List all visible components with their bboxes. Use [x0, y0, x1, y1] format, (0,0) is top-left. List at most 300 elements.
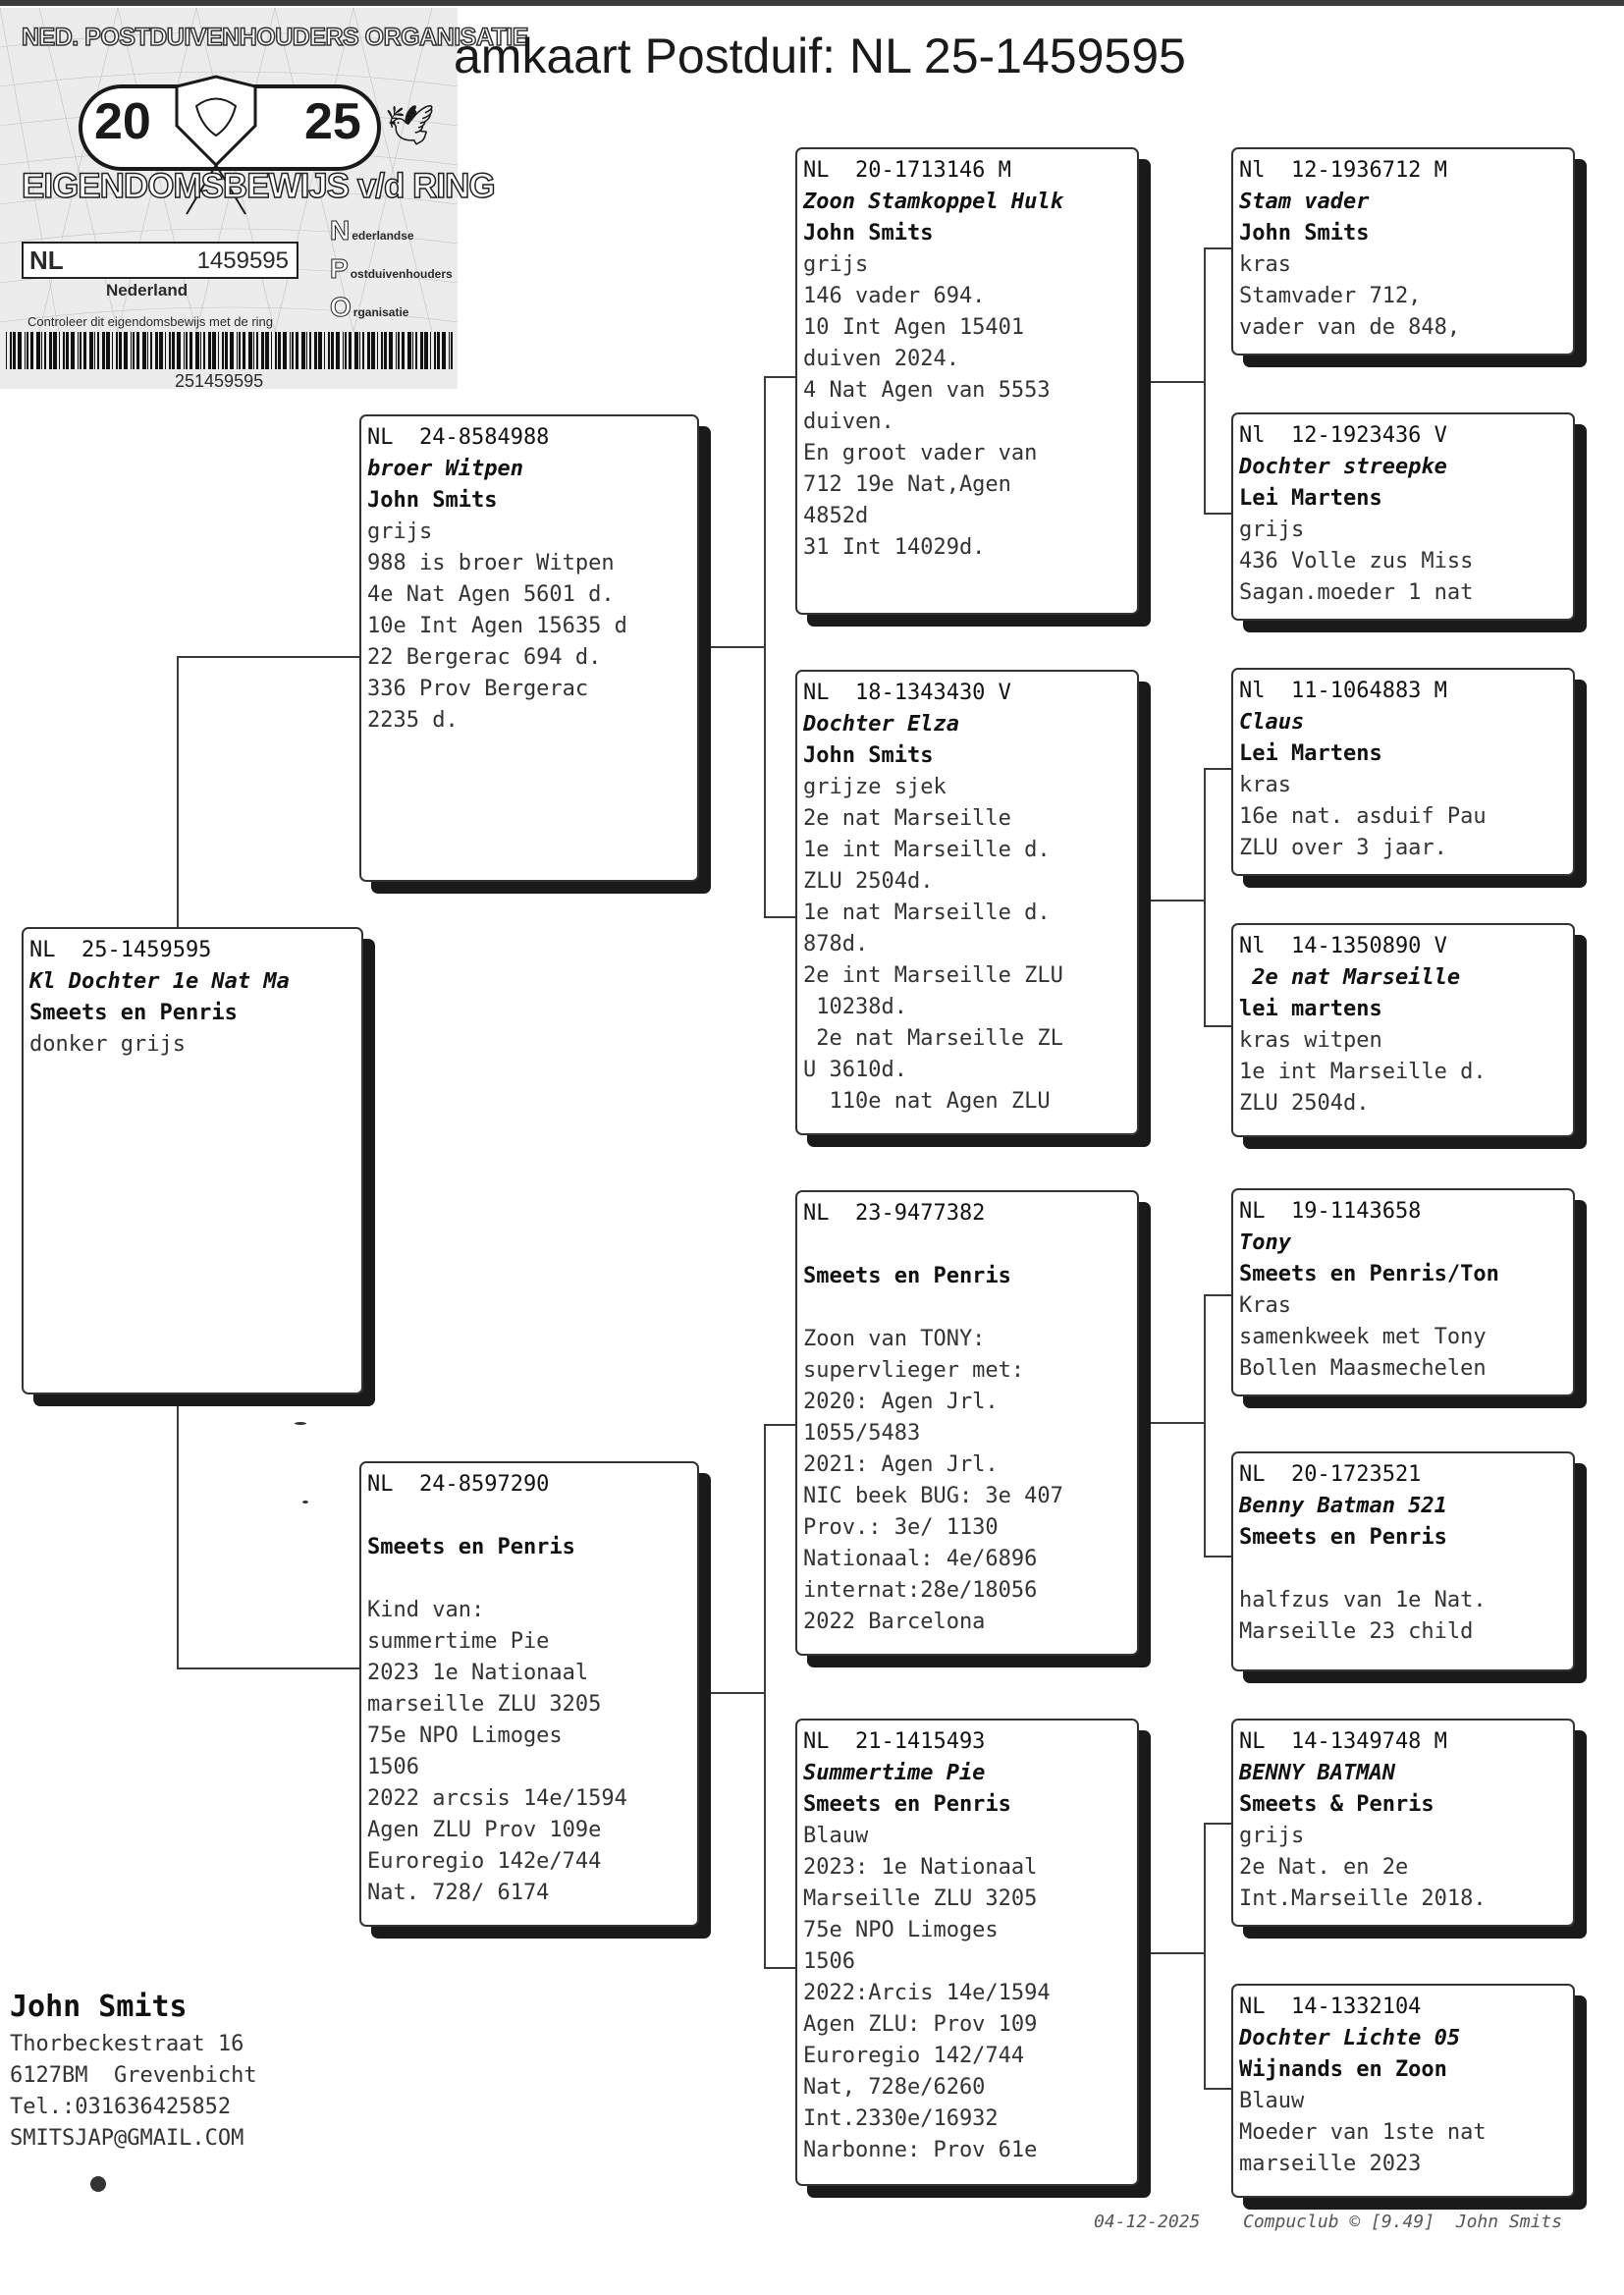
card-line: 2022 Barcelona: [803, 1610, 986, 1634]
connector: [1204, 1823, 1233, 1825]
connector: [177, 656, 179, 931]
ink-spot: [90, 2176, 106, 2192]
barcode-bar: [261, 332, 264, 369]
barcode-bar: [36, 332, 40, 369]
card-line: NL 21-1415493: [803, 1729, 986, 1754]
connector: [177, 1394, 179, 1669]
card-line: 436 Volle zus Miss: [1239, 549, 1474, 574]
card-line: 1e int Marseille d.: [803, 838, 1051, 862]
barcode-bar: [89, 332, 93, 369]
barcode-bar: [301, 332, 305, 369]
owner-block: [10, 1986, 334, 2155]
connector: [699, 646, 764, 648]
barcode-bar: [116, 332, 118, 369]
barcode-bar: [412, 332, 413, 369]
barcode-bar: [10, 332, 12, 369]
connector: [1204, 1294, 1233, 1296]
barcode-bar: [13, 332, 16, 369]
certificate-ring-box: [22, 242, 298, 279]
card-line: grijs: [367, 519, 433, 544]
card-line: Smeets en Penris: [803, 1792, 1011, 1817]
ink-spot: [302, 1501, 308, 1503]
barcode-bar: [324, 332, 325, 369]
card-line: Lei Martens: [1239, 486, 1382, 511]
card-line: vader van de 848,: [1239, 315, 1461, 340]
card-line: NL 24-8584988: [367, 425, 550, 450]
barcode-number: 251459595: [175, 371, 264, 391]
npo-line-1: Nederlandse: [330, 215, 414, 246]
card-line: Smeets en Penris: [29, 1001, 238, 1025]
card-line: 712 19e Nat,Agen: [803, 472, 1011, 497]
connector: [764, 916, 797, 918]
card-line: Euroregio 142/744: [803, 2044, 1025, 2068]
barcode-bar: [256, 332, 258, 369]
card-line: Dochter streepke: [1239, 455, 1447, 479]
card-line: supervlieger met:: [803, 1358, 1025, 1383]
barcode-bar: [119, 332, 122, 369]
barcode-bar: [275, 332, 277, 369]
barcode-bar: [349, 332, 352, 369]
barcode-bar: [159, 332, 163, 369]
pedigree-card-father-mother: [795, 670, 1139, 1135]
connector: [1204, 247, 1206, 515]
connector: [764, 376, 766, 918]
card-line: Marseille 23 child: [1239, 1619, 1474, 1644]
card-line: 10e Int Agen 15635 d: [367, 614, 627, 638]
card-line: Kind van:: [367, 1598, 485, 1622]
card-line: En groot vader van: [803, 441, 1038, 465]
card-line: NL 20-1723521: [1239, 1462, 1422, 1487]
barcode-bar: [112, 332, 113, 369]
card-line: 1506: [367, 1755, 419, 1779]
card-line: 75e NPO Limoges: [367, 1723, 563, 1748]
barcode-bar: [155, 332, 158, 369]
card-line: Int.2330e/16932: [803, 2106, 999, 2131]
pedigree-card-father-father: [795, 147, 1139, 615]
barcode-bar: [384, 332, 387, 369]
top-border: [0, 0, 1624, 6]
card-line: [367, 1501, 691, 1532]
card-line: Nat. 728/ 6174: [367, 1881, 550, 1905]
card-line: NL 24-8597290: [367, 1472, 550, 1497]
pedigree-card-father: [359, 414, 699, 882]
card-line: NL 14-1349748 M: [1239, 1729, 1447, 1754]
barcode-bar: [30, 332, 33, 369]
barcode-bar: [94, 332, 95, 369]
barcode-bar: [265, 332, 269, 369]
card-line: Smeets & Penris: [1239, 1792, 1435, 1817]
card-line: NL 19-1143658: [1239, 1199, 1422, 1224]
card-line: Stamvader 712,: [1239, 284, 1422, 308]
page-title: amkaart Postduif: NL 25-1459595: [454, 28, 1186, 83]
card-line: [367, 1563, 691, 1595]
barcode-bar: [402, 332, 405, 369]
barcode-bar: [290, 332, 291, 369]
card-line: 1e int Marseille d.: [1239, 1060, 1487, 1084]
card-line: kras: [1239, 252, 1291, 277]
barcode-bar: [377, 332, 378, 369]
barcode-bar: [309, 332, 311, 369]
barcode-bar: [248, 332, 252, 369]
connector: [1204, 2088, 1233, 2090]
card-line: 1506: [803, 1949, 855, 1974]
barcode-bar: [165, 332, 166, 369]
card-line: grijze sjek: [803, 775, 947, 799]
card-line: Narbonne: Prov 61e: [803, 2138, 1038, 2162]
card-line: 10 Int Agen 15401: [803, 315, 1025, 340]
card-line: Smeets en Penris/Ton: [1239, 1262, 1499, 1286]
connector: [1139, 1422, 1204, 1424]
card-line: 22 Bergerac 694 d.: [367, 645, 602, 670]
connector: [1139, 900, 1204, 902]
card-line: grijs: [803, 252, 869, 277]
card-line: Nl 12-1923436 V: [1239, 423, 1447, 448]
card-line: 10238d.: [803, 995, 907, 1019]
card-line: Agen ZLU Prov 109e: [367, 1818, 602, 1842]
card-line: 110e nat Agen ZLU: [803, 1089, 1051, 1114]
barcode-bar: [230, 332, 234, 369]
barcode-bar: [124, 332, 128, 369]
connector: [1204, 1823, 1206, 2090]
card-line: NL 23-9477382: [803, 1201, 986, 1226]
barcode-bar: [398, 332, 400, 369]
card-line: Sagan.moeder 1 nat: [1239, 580, 1474, 605]
connector: [177, 1667, 361, 1669]
card-line: 2e nat Marseille: [803, 806, 1011, 831]
card-line: [803, 1229, 1131, 1261]
pedigree-card-mfm: [1231, 1451, 1575, 1671]
barcode-bar: [49, 332, 52, 369]
barcode-bar: [169, 332, 171, 369]
barcode-bar: [451, 332, 453, 369]
barcode-bar: [359, 332, 360, 369]
barcode: [6, 332, 456, 369]
card-line: 2020: Agen Jrl.: [803, 1390, 999, 1414]
lion-crest-icon: [157, 57, 275, 175]
npo-line-2: Postduivenhouders: [330, 253, 453, 284]
barcode-bar: [296, 332, 298, 369]
card-line: Int.Marseille 2018.: [1239, 1886, 1487, 1911]
barcode-bar: [63, 332, 65, 369]
barcode-bar: [331, 332, 334, 369]
barcode-bar: [278, 332, 281, 369]
card-line: Nl 11-1064883 M: [1239, 679, 1447, 703]
barcode-bar: [18, 332, 22, 369]
card-line: [803, 1292, 1131, 1324]
card-line: Kras: [1239, 1293, 1291, 1318]
certificate-country-code: NL: [29, 246, 64, 275]
card-line: Tony: [1239, 1230, 1291, 1255]
card-line: Nat, 728e/6260: [803, 2075, 986, 2100]
connector: [764, 376, 797, 378]
card-line: Blauw: [803, 1824, 869, 1848]
card-line: Prov.: 3e/ 1130: [803, 1515, 999, 1540]
barcode-bar: [172, 332, 175, 369]
footer-software: Compuclub © [9.49] John Smits: [1243, 2212, 1563, 2232]
barcode-bar: [136, 332, 139, 369]
barcode-bar: [306, 332, 307, 369]
certificate-check-text: Controleer dit eigendomsbewijs met de ring: [27, 314, 274, 329]
barcode-bar: [71, 332, 75, 369]
barcode-bar: [389, 332, 393, 369]
connector: [764, 1424, 797, 1426]
barcode-bar: [371, 332, 375, 369]
barcode-bar: [222, 332, 224, 369]
card-line: 146 vader 694.: [803, 284, 986, 308]
barcode-bar: [44, 332, 46, 369]
dove-icon: 🕊: [385, 103, 435, 148]
card-line: Zoon van TONY:: [803, 1327, 986, 1351]
barcode-bar: [200, 332, 201, 369]
barcode-bar: [314, 332, 317, 369]
pedigree-card-mmm: [1231, 1984, 1575, 2198]
certificate-ownership: EIGENDOMSBEWIJS v/d RING: [22, 167, 495, 205]
card-line: Moeder van 1ste nat: [1239, 2120, 1487, 2145]
barcode-bar: [243, 332, 245, 369]
barcode-bar: [147, 332, 148, 369]
card-line: 4 Nat Agen van 5553: [803, 378, 1051, 403]
connector: [1204, 1025, 1233, 1027]
card-line: marseille ZLU 3205: [367, 1692, 602, 1717]
card-line: ZLU over 3 jaar.: [1239, 836, 1447, 860]
card-line: Marseille ZLU 3205: [803, 1886, 1038, 1911]
card-line: Smeets en Penris: [803, 1264, 1011, 1288]
connector: [1204, 1294, 1206, 1557]
barcode-bar: [437, 332, 440, 369]
barcode-bar: [430, 332, 431, 369]
card-line: halfzus van 1e Nat.: [1239, 1588, 1487, 1612]
card-line: 16e nat. asduif Pau: [1239, 804, 1487, 829]
owner-phone: Tel.:031636425852: [10, 2095, 232, 2119]
barcode-bar: [381, 332, 383, 369]
card-line: Benny Batman 521: [1239, 1494, 1447, 1518]
card-line: 2023 1e Nationaal: [367, 1661, 589, 1685]
card-line: duiven.: [803, 410, 894, 434]
barcode-bar: [283, 332, 287, 369]
ink-spot: [295, 1422, 306, 1425]
barcode-bar: [6, 332, 7, 369]
card-line: Agen ZLU: Prov 109: [803, 2012, 1038, 2037]
card-line: Dochter Elza: [803, 712, 959, 737]
connector: [764, 1424, 766, 1969]
owner-postcode: 6127BM Grevenbicht: [10, 2063, 257, 2088]
card-line: Dochter Lichte 05: [1239, 2026, 1461, 2050]
barcode-bar: [367, 332, 370, 369]
card-line: samenkweek met Tony: [1239, 1325, 1487, 1349]
card-line: ZLU 2504d.: [1239, 1091, 1370, 1116]
card-line: lei martens: [1239, 997, 1382, 1021]
barcode-bar: [177, 332, 181, 369]
card-line: Euroregio 142e/744: [367, 1849, 602, 1874]
barcode-bar: [133, 332, 135, 369]
card-line: 988 is broer Witpen: [367, 551, 615, 575]
card-line: 75e NPO Limoges: [803, 1918, 999, 1942]
card-line: 2e nat Marseille ZL: [803, 1026, 1063, 1051]
barcode-bar: [203, 332, 205, 369]
barcode-bar: [66, 332, 69, 369]
card-line: grijs: [1239, 518, 1305, 542]
barcode-bar: [424, 332, 428, 369]
barcode-bar: [80, 332, 81, 369]
connector: [1204, 513, 1233, 515]
card-line: 2022:Arcis 14e/1594: [803, 1981, 1051, 2005]
certificate-year-right: 25: [304, 93, 361, 150]
card-line: Blauw: [1239, 2089, 1305, 2113]
barcode-bar: [362, 332, 364, 369]
connector: [1204, 1556, 1233, 1557]
card-line: NL 18-1343430 V: [803, 681, 1011, 705]
owner-email: SMITSJAP@GMAIL.COM: [10, 2126, 244, 2151]
card-line: 1055/5483: [803, 1421, 921, 1446]
pedigree-card-mother-mother: [795, 1719, 1139, 2186]
barcode-bar: [239, 332, 241, 369]
card-line: grijs: [1239, 1824, 1305, 1848]
card-line: 2235 d.: [367, 708, 459, 733]
card-line: Kl Dochter 1e Nat Ma: [29, 969, 290, 994]
card-line: 1e nat Marseille d.: [803, 901, 1051, 925]
card-line: duiven 2024.: [803, 347, 959, 371]
barcode-bar: [53, 332, 57, 369]
card-line: Nl 12-1936712 M: [1239, 158, 1447, 183]
card-line: [1239, 1554, 1567, 1585]
connector: [1139, 1952, 1204, 1954]
card-line: Smeets en Penris: [1239, 1525, 1447, 1550]
barcode-bar: [212, 332, 216, 369]
barcode-bar: [354, 332, 358, 369]
card-line: Summertime Pie: [803, 1761, 986, 1785]
npo-line-3: Organisatie: [330, 292, 409, 322]
card-line: 2022 arcsis 14e/1594: [367, 1786, 627, 1811]
barcode-bar: [186, 332, 188, 369]
card-line: kras: [1239, 773, 1291, 797]
card-line: 4e Nat Agen 5601 d.: [367, 582, 615, 607]
barcode-bar: [195, 332, 199, 369]
barcode-bar: [292, 332, 294, 369]
barcode-bar: [415, 332, 417, 369]
certificate-npo: [330, 214, 453, 329]
connector: [699, 1692, 764, 1694]
card-line: John Smits: [367, 488, 498, 513]
barcode-bar: [420, 332, 423, 369]
card-line: John Smits: [803, 221, 934, 246]
certificate-country: Nederland: [106, 281, 189, 300]
barcode-bar: [343, 332, 344, 369]
card-line: broer Witpen: [367, 457, 523, 481]
card-line: ZLU 2504d.: [803, 869, 934, 894]
card-line: John Smits: [803, 743, 934, 768]
card-line: BENNY BATMAN: [1239, 1761, 1395, 1785]
card-line: Bollen Maasmechelen: [1239, 1356, 1487, 1381]
barcode-bar: [27, 332, 28, 369]
card-line: John Smits: [1239, 221, 1370, 246]
barcode-bar: [25, 332, 26, 369]
barcode-bar: [189, 332, 192, 369]
card-line: Stam vader: [1239, 190, 1370, 214]
pedigree-card-mother-father: [795, 1190, 1139, 1656]
barcode-bar: [208, 332, 211, 369]
barcode-bar: [328, 332, 330, 369]
card-line: Nationaal: 4e/6896: [803, 1547, 1038, 1571]
card-line: Nl 14-1350890 V: [1239, 934, 1447, 958]
card-line: Lei Martens: [1239, 741, 1382, 766]
connector: [1139, 381, 1204, 383]
barcode-bar: [237, 332, 238, 369]
card-line: donker grijs: [29, 1032, 186, 1057]
connector: [1204, 247, 1233, 249]
card-line: Zoon Stamkoppel Hulk: [803, 190, 1063, 214]
barcode-bar: [218, 332, 219, 369]
ring-certificate: [0, 8, 528, 391]
barcode-bar: [396, 332, 397, 369]
card-line: 4852d: [803, 504, 869, 528]
pedigree-card-ffm: [1231, 412, 1575, 621]
footer-date: 04-12-2025: [1094, 2212, 1201, 2232]
card-line: 336 Prov Bergerac: [367, 677, 589, 701]
barcode-bar: [142, 332, 146, 369]
barcode-bar: [83, 332, 86, 369]
connector: [1204, 768, 1233, 770]
card-line: NL 25-1459595: [29, 938, 212, 962]
card-line: internat:28e/18056: [803, 1578, 1038, 1603]
barcode-bar: [41, 332, 42, 369]
barcode-bar: [59, 332, 60, 369]
card-line: summertime Pie: [367, 1629, 550, 1654]
barcode-bar: [184, 332, 185, 369]
barcode-bar: [78, 332, 79, 369]
barcode-bar: [150, 332, 152, 369]
card-line: 2e Nat. en 2e: [1239, 1855, 1409, 1880]
barcode-bar: [442, 332, 446, 369]
barcode-bar: [449, 332, 450, 369]
owner-address: Thorbeckestraat 16: [10, 2032, 244, 2056]
pedigree-card-mff: [1231, 1188, 1575, 1396]
barcode-bar: [345, 332, 347, 369]
pedigree-card-mmf: [1231, 1719, 1575, 1927]
card-line: 31 Int 14029d.: [803, 535, 986, 560]
card-line: U 3610d.: [803, 1058, 907, 1082]
barcode-bar: [131, 332, 132, 369]
barcode-bar: [225, 332, 228, 369]
card-line: 2021: Agen Jrl.: [803, 1452, 999, 1477]
card-line: kras witpen: [1239, 1028, 1382, 1053]
barcode-bar: [97, 332, 99, 369]
card-line: 2023: 1e Nationaal: [803, 1855, 1038, 1880]
card-line: 2e int Marseille ZLU: [803, 963, 1063, 988]
connector: [177, 656, 361, 658]
barcode-bar: [102, 332, 105, 369]
pedigree-card-mother: [359, 1461, 699, 1927]
barcode-bar: [434, 332, 436, 369]
barcode-bar: [106, 332, 110, 369]
card-line: Wijnands en Zoon: [1239, 2057, 1447, 2082]
pedigree-card-subject: [22, 927, 363, 1394]
barcode-bar: [318, 332, 322, 369]
barcode-bar: [407, 332, 411, 369]
card-line: NL 14-1332104: [1239, 1994, 1422, 2019]
certificate-year-left: 20: [94, 93, 151, 150]
barcode-bar: [271, 332, 272, 369]
certificate-ring-number: 1459595: [196, 247, 289, 274]
pedigree-card-fmf: [1231, 668, 1575, 876]
pedigree-card-fmm: [1231, 923, 1575, 1137]
card-line: 2e nat Marseille: [1239, 965, 1461, 990]
card-line: marseille 2023: [1239, 2152, 1422, 2176]
owner-name: John Smits: [10, 1990, 188, 2024]
card-line: Smeets en Penris: [367, 1535, 575, 1559]
card-line: Claus: [1239, 710, 1305, 735]
barcode-bar: [336, 332, 340, 369]
card-line: NIC beek BUG: 3e 407: [803, 1484, 1063, 1508]
